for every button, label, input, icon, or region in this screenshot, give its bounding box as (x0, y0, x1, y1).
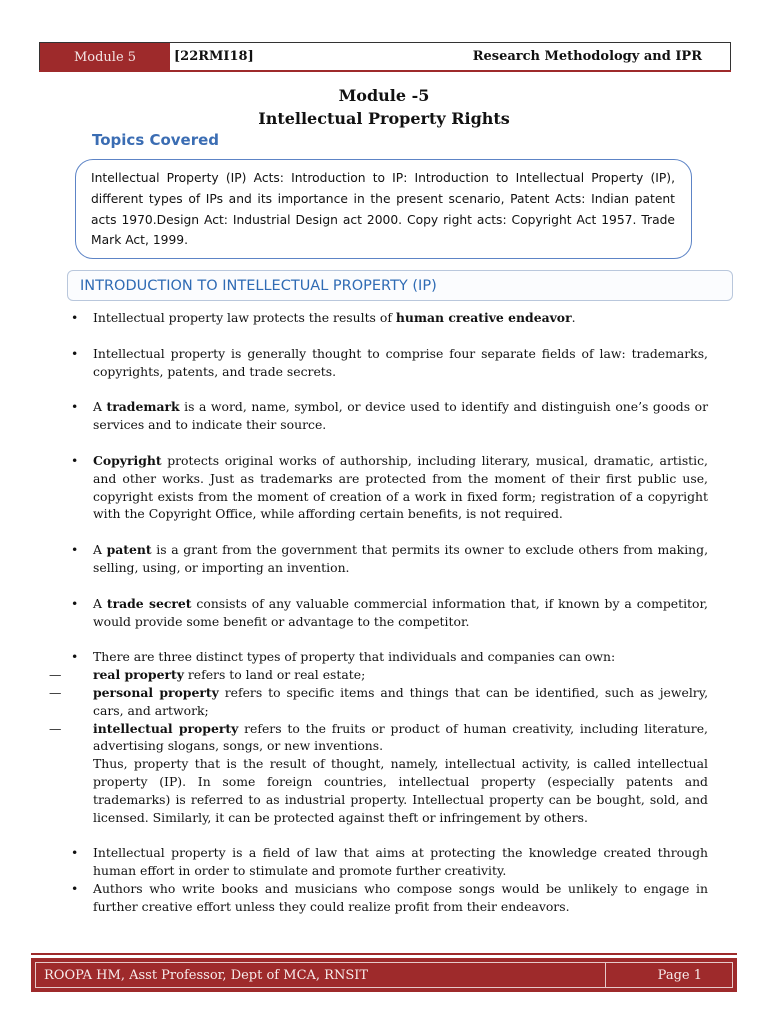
dash-icon: — (49, 684, 62, 700)
list-item: • Intellectual property is generally thought to comprise four separate fields of law: trademarks, copyrights, patents, and trade secrets. (71, 345, 708, 379)
list-item: • A trademark is a word, name, symbol, or device used to identify and distinguish one’s goods or services and to indicate their source. (71, 399, 708, 433)
bullet-icon: • (71, 310, 79, 325)
list-item: • A patent is a grant from the government that permits its owner to exclude others from making, selling, using, or importing an invention. (71, 542, 709, 575)
dash-icon: — (49, 667, 62, 683)
list-item: • Intellectual property law protects the results of human creative endeavor. (71, 310, 576, 325)
list-item: • A trade secret consists of any valuable commercial information that, if known by a competitor, would provide some benefit or advantage to the competitor. (71, 595, 708, 629)
footer-rule (31, 953, 737, 955)
page-number: Page 1 (657, 968, 702, 983)
footer-divider (605, 963, 606, 987)
list-item: — personal property refers to specific items and things that can be identified, such as jewelry, cars, and artwork; (49, 684, 709, 718)
bullet-icon: • (71, 542, 79, 558)
topics-heading: Topics Covered (92, 131, 220, 149)
bullet-icon: • (71, 595, 79, 611)
page-header (39, 42, 731, 71)
topics-box (75, 159, 692, 259)
dash-icon: — (49, 720, 62, 736)
section-heading-text: INTRODUCTION TO INTELLECTUAL PROPERTY (IP) (80, 277, 437, 294)
page-footer (31, 958, 737, 992)
list-item: — intellectual property refers to the fruits or product of human creativity, including literature, advertising slogans, songs, or new inventions. (49, 720, 708, 754)
bullet-icon: • (71, 880, 79, 896)
paragraph: Thus, property that is the result of thought, namely, intellectual activity, is called intellectual property (IP). In some foreign countries, intellectual property (especially patents and trademarks) is referred to as industrial property. Intellectual property can be bought, sold, and licensed. Similarly, it can be protected against theft or infringement by others. (93, 756, 708, 825)
footer-frame (35, 962, 733, 988)
section-heading (67, 270, 733, 301)
list-item: — real property refers to land or real estate; (49, 667, 366, 683)
page-body (49, 309, 709, 916)
footer-author: ROOPA HM, Asst Professor, Dept of MCA, RNSIT (44, 968, 369, 983)
list-item: • Copyright protects original works of authorship, including literary, musical, dramatic, artistic, and other works. Just as trademarks are protected from the moment of their first public use, copyright exists from the moment of creation of a work in fixed form; registration of a copyright with the Copyright Office, while affording certain benefits, is not required. (71, 452, 708, 522)
module-subtitle: Intellectual Property Rights (258, 109, 510, 128)
bullet-icon: • (71, 845, 79, 861)
bullet-icon: • (71, 399, 79, 415)
bullet-icon: • (71, 649, 79, 665)
bullet-icon: • (71, 452, 79, 468)
subject-title: Research Methodology and IPR (472, 49, 702, 64)
topics-text: Intellectual Property (IP) Acts: Introduction to IP: Introduction to Intellectual Property (IP), different types of IPs and its importance in the present scenario, Patent Acts: Indian patent acts 1970.Design Act: Industrial Design act 2000. Copy right acts: Copyright Act 1957. Trade Mark Act, 1999. (91, 171, 675, 248)
course-code: [22RMI18] (174, 49, 254, 64)
header-rule (39, 70, 731, 72)
list-item: • Intellectual property is a field of law that aims at protecting the knowledge created through human effort in order to stimulate and promote further creativity. (71, 845, 708, 879)
module-tag: Module 5 (40, 43, 170, 71)
bullet-icon: • (71, 345, 79, 361)
list-item: • There are three distinct types of property that individuals and companies can own: (71, 649, 616, 665)
list-item: • Authors who write books and musicians who compose songs would be unlikely to engage in further creative effort unless they could realize profit from their endeavors. (71, 880, 708, 914)
module-title: Module -5 (338, 86, 430, 105)
